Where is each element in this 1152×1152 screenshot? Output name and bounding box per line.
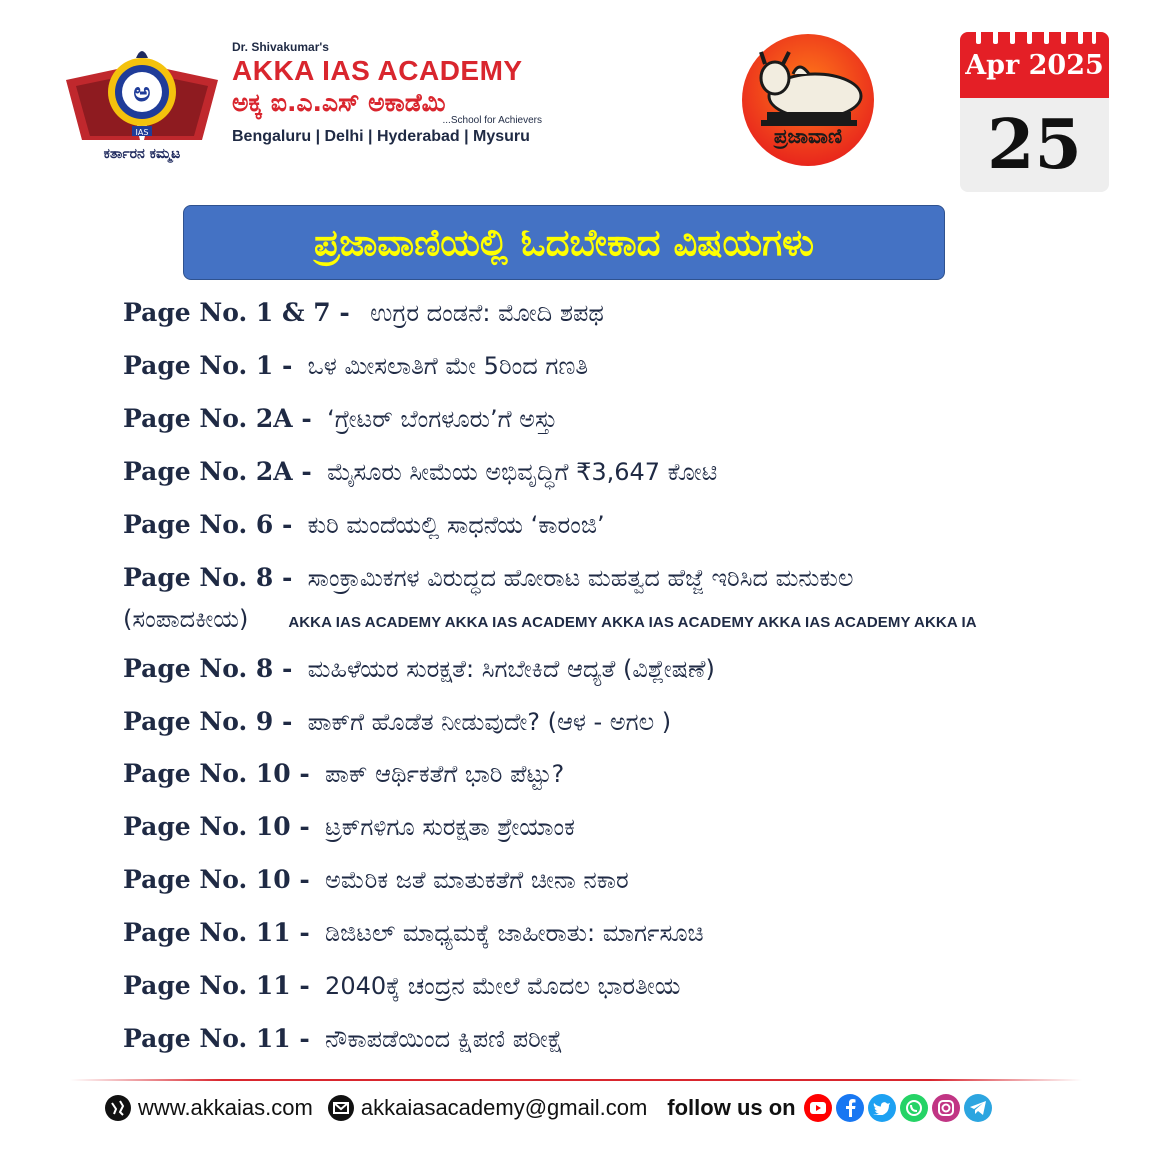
date-calendar [960,32,1109,192]
article-row [123,918,704,964]
svg-text:IAS: IAS [135,128,149,137]
article-title: ಪಾಕ್‌ಗೆ ಹೊಡೆತ ನೀಡುವುದೇ? (ಆಳ - ಅಗಲ ) [307,708,672,736]
article-row [123,865,629,911]
page-number: Page No. 2A - [123,404,312,433]
facebook-icon[interactable] [836,1094,864,1122]
article-title: ಒಳ ಮೀಸಲಾತಿಗೆ ಮೇ 5ರಿಂದ ಗಣತಿ [307,352,589,380]
telegram-icon[interactable] [964,1094,992,1122]
newspaper-logo [733,30,883,170]
academy-brand [232,40,562,146]
page-number: Page No. 10 - [123,759,310,788]
instagram-icon[interactable] [932,1094,960,1122]
nandi-bull-icon [733,30,883,170]
article-title: 2040ಕ್ಕೆ ಚಂದ್ರನ ಮೇಲೆ ಮೊದಲ ಭಾರತೀಯ [325,972,681,1000]
footer-divider [70,1079,1082,1081]
article-title: ಮೈಸೂರು ಸೀಮೆಯ ಅಭಿವೃದ್ಧಿಗೆ ₹3,647 ಕೋಟಿ [327,458,718,486]
article-title: ಟ್ರಕ್‌ಗಳಿಗೂ ಸುರಕ್ಷತಾ ಶ್ರೇಯಾಂಕ [325,813,575,841]
article-row [123,298,604,344]
article-title: ಅಮೆರಿಕ ಜತೆ ಮಾತುಕತೆಗೆ ಚೀನಾ ನಕಾರ [325,866,629,894]
watermark-text: AKKA IAS ACADEMY AKKA IAS ACADEMY AKKA IAS ACADEMY AKKA IAS ACADEMY AKKA IA [288,614,977,631]
calendar-header [960,32,1109,98]
footer [104,1093,996,1123]
article-row [123,563,853,609]
article-row-continuation [123,605,977,633]
article-row [123,1024,563,1070]
article-row [123,457,717,503]
article-row [123,351,588,397]
email-link[interactable]: akkaiasacademy@gmail.com [360,1095,648,1120]
academy-name: AKKA IAS ACADEMY [232,55,523,86]
academy-tagline: ...School for Achievers [442,115,542,126]
article-row [123,759,564,805]
title-banner [183,205,945,280]
academy-name-kannada: ಅಕ್ಕ ಐ.ಎ.ಎಸ್ ಅಕಾಡೆಮಿ [232,88,446,117]
article-title: ಕುರಿ ಮಂದೆಯಲ್ಲಿ ಸಾಧನೆಯ ‘ಕಾರಂಜಿ’ [307,511,605,539]
logo-caption: ಕರ್ತಾರನ ಕಮ್ಮಟ [103,146,181,162]
page-number: Page No. 2A - [123,457,312,486]
page-number: Page No. 11 - [123,1024,310,1053]
follow-label: follow us on [667,1095,796,1120]
website-link[interactable]: www.akkaias.com [138,1095,313,1120]
article-title: ‘ಗ್ರೇಟರ್ ಬೆಂಗಳೂರು’ಗೆ ಅಸ್ತು [327,405,558,433]
article-row [123,707,671,753]
page-number: Page No. 8 - [123,563,293,592]
article-row [123,812,575,858]
book-emblem-icon [62,40,222,150]
academy-logo [62,40,227,170]
article-row [123,971,680,1017]
article-title: ಡಿಜಿಟಲ್ ಮಾಧ್ಯಮಕ್ಕೆ ಜಾಹೀರಾತು: ಮಾರ್ಗಸೂಚಿ [325,919,704,947]
banner-title: ಪ್ರಜಾವಾಣಿಯಲ್ಲಿ ಓದಬೇಕಾದ ವಿಷಯಗಳು [314,220,814,264]
article-title: ಉಗ್ರರ ದಂಡನೆ: ಮೋದಿ ಶಪಥ [370,299,604,327]
article-title: ಮಹಿಳೆಯರ ಸುರಕ್ಷತೆ: ಸಿಗಬೇಕಿದೆ ಆದ್ಯತೆ (ವಿಶ್ಲೇಷಣೆ) [307,655,715,683]
article-title: ಪಾಕ್ ಆರ್ಥಿಕತೆಗೆ ಭಾರಿ ಪೆಟ್ಟು? [325,760,565,788]
article-row [123,510,605,556]
page-number: Page No. 8 - [123,654,293,683]
twitter-icon[interactable] [868,1094,896,1122]
page-number: Page No. 1 & 7 - [123,298,350,327]
article-title-continuation: (ಸಂಪಾದಕೀಯ) [123,605,249,633]
page-number: Page No. 10 - [123,812,310,841]
article-row [123,654,715,700]
calendar-month-year: Apr 2025 [965,50,1104,81]
email-icon [327,1094,355,1122]
whatsapp-icon[interactable] [900,1094,928,1122]
academy-owner: Dr. Shivakumar's [232,40,329,54]
youtube-icon[interactable] [804,1094,832,1122]
calendar-day: 25 [987,105,1082,185]
newspaper-name: ಪ್ರಜಾವಾಣಿ [773,124,843,148]
globe-icon [104,1094,132,1122]
page-number: Page No. 11 - [123,918,310,947]
article-title: ನೌಕಾಪಡೆಯಿಂದ ಕ್ಷಿಪಣಿ ಪರೀಕ್ಷೆ [325,1025,564,1053]
calendar-rings-icon [974,32,1096,50]
academy-cities: Bengaluru | Delhi | Hyderabad | Mysuru [232,128,530,145]
article-title: ಸಾಂಕ್ರಾಮಿಕಗಳ ವಿರುದ್ಧದ ಹೋರಾಟ ಮಹತ್ವದ ಹೆಜ್ಜೆ ಇರಿಸಿದ ಮನುಕುಲ [307,564,854,592]
page-number: Page No. 10 - [123,865,310,894]
svg-text:ಅ: ಅ [133,78,151,108]
article-row [123,404,557,450]
page-number: Page No. 9 - [123,707,293,736]
page-number: Page No. 1 - [123,351,293,380]
page-number: Page No. 6 - [123,510,293,539]
page-number: Page No. 11 - [123,971,310,1000]
